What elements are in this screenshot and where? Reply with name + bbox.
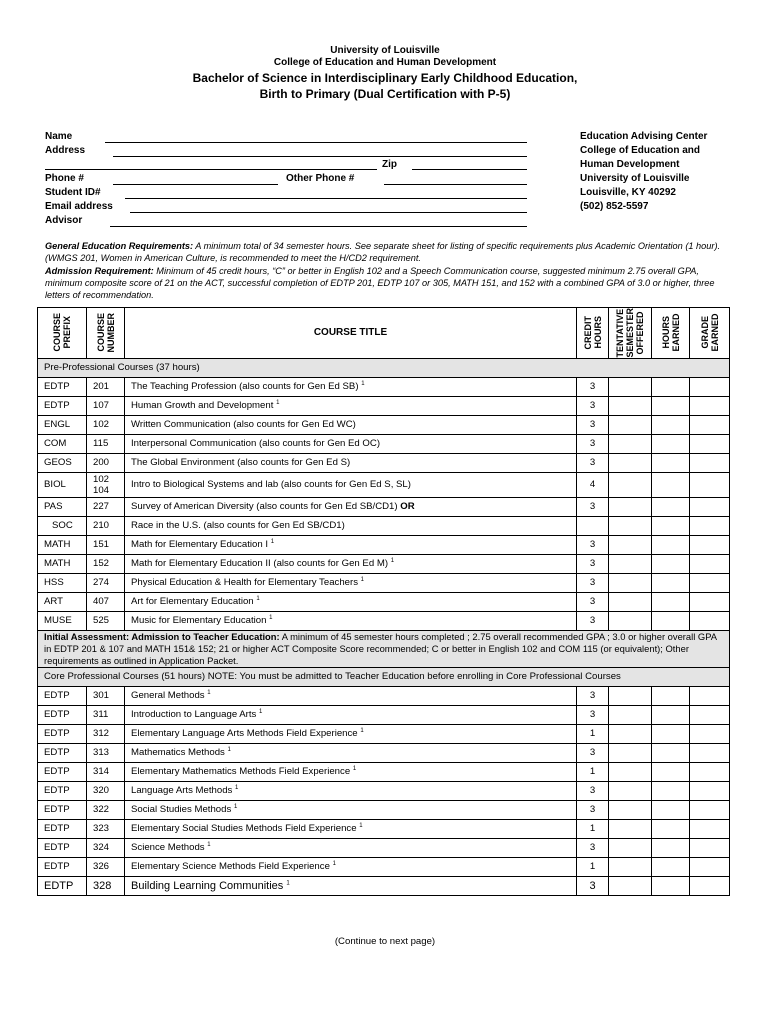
hours-earned-cell[interactable] — [652, 554, 690, 573]
admission-requirements — [45, 265, 730, 301]
table-row — [38, 396, 730, 415]
credit-hours: 3 — [577, 800, 609, 819]
gen-ed-requirements — [45, 240, 730, 264]
course-prefix: EDTP — [38, 762, 87, 781]
tentative-semester-cell[interactable] — [609, 838, 652, 857]
course-title — [125, 705, 577, 724]
footnote-marker: 1 — [207, 689, 211, 696]
footnote-marker: 1 — [259, 708, 263, 715]
course-title-text: The Teaching Profession (also counts for Gen Ed SB) — [131, 381, 359, 393]
grade-earned-cell[interactable] — [690, 705, 730, 724]
course-title — [125, 377, 577, 396]
initial-assessment-row — [38, 630, 730, 667]
course-title — [125, 396, 577, 415]
col-credit-header — [577, 308, 609, 359]
col-grade-label: GRADE EARNED — [699, 313, 720, 352]
hours-earned-cell[interactable] — [652, 415, 690, 434]
course-title — [125, 573, 577, 592]
course-title — [125, 611, 577, 630]
grade-earned-cell[interactable] — [690, 377, 730, 396]
table-row — [38, 781, 730, 800]
course-prefix: MUSE — [38, 611, 87, 630]
other-phone-label: Other Phone # — [286, 173, 355, 184]
table-row — [38, 876, 730, 895]
hours-earned-cell[interactable] — [652, 592, 690, 611]
section-core-professional — [38, 667, 730, 686]
col-hours-label: HOURS EARNED — [660, 313, 681, 352]
credit-hours: 3 — [577, 705, 609, 724]
tentative-semester-cell[interactable] — [609, 876, 652, 895]
course-number: 525 — [87, 611, 125, 630]
course-number: 314 — [87, 762, 125, 781]
course-title-text: Elementary Language Arts Methods Field Experience — [131, 728, 358, 740]
credit-hours: 3 — [577, 377, 609, 396]
hours-earned-cell[interactable] — [652, 396, 690, 415]
tentative-semester-cell[interactable] — [609, 800, 652, 819]
email-field[interactable] — [130, 212, 527, 213]
course-number: 102 — [87, 415, 125, 434]
table-row — [38, 838, 730, 857]
course-number: 227 — [87, 497, 125, 516]
course-title-text: Social Studies Methods — [131, 804, 232, 816]
hours-earned-cell[interactable] — [652, 800, 690, 819]
footnote-marker: 1 — [276, 399, 280, 406]
center-line: University of Louisville — [580, 173, 690, 184]
course-title — [125, 857, 577, 876]
center-line: Louisville, KY 40292 — [580, 187, 676, 198]
program-title: Bachelor of Science in Interdisciplinary Early Childhood Education, — [192, 71, 578, 85]
course-number: 323 — [87, 819, 125, 838]
course-prefix: ART — [38, 592, 87, 611]
table-row — [38, 453, 730, 472]
course-number: 326 — [87, 857, 125, 876]
grade-earned-cell[interactable] — [690, 434, 730, 453]
grade-earned-cell[interactable] — [690, 762, 730, 781]
course-title-text: Music for Elementary Education — [131, 615, 267, 627]
hours-earned-cell[interactable] — [652, 535, 690, 554]
course-number: 200 — [87, 453, 125, 472]
credit-hours: 3 — [577, 415, 609, 434]
credit-hours: 3 — [577, 535, 609, 554]
course-title — [125, 762, 577, 781]
tentative-semester-cell[interactable] — [609, 535, 652, 554]
col-tentative-label: TENTATIVE SEMESTER OFFERED — [615, 308, 645, 358]
tentative-semester-cell[interactable] — [609, 781, 652, 800]
credit-hours: 3 — [577, 876, 609, 895]
grade-earned-cell[interactable] — [690, 472, 730, 497]
course-prefix: COM — [38, 434, 87, 453]
course-title — [125, 472, 577, 497]
address-field[interactable] — [113, 156, 527, 157]
table-row — [38, 497, 730, 516]
course-prefix: EDTP — [38, 377, 87, 396]
table-row — [38, 686, 730, 705]
zip-label: Zip — [382, 159, 397, 170]
course-prefix: MATH — [38, 554, 87, 573]
footnote-marker: 1 — [207, 841, 211, 848]
tentative-semester-cell[interactable] — [609, 743, 652, 762]
course-number: 301 — [87, 686, 125, 705]
course-prefix: EDTP — [38, 781, 87, 800]
tentative-semester-cell[interactable] — [609, 497, 652, 516]
course-title — [125, 554, 577, 573]
tentative-semester-cell[interactable] — [609, 554, 652, 573]
hours-earned-cell[interactable] — [652, 472, 690, 497]
center-line: Education Advising Center — [580, 131, 708, 142]
credit-hours: 3 — [577, 573, 609, 592]
table-row — [38, 554, 730, 573]
credit-hours: 1 — [577, 762, 609, 781]
course-title-text: Math for Elementary Education I — [131, 539, 269, 551]
course-title-text: Mathematics Methods — [131, 747, 225, 759]
advising-center-address — [580, 130, 707, 214]
footnote-marker: 1 — [270, 538, 275, 545]
table-row — [38, 516, 730, 535]
course-number: 152 — [87, 554, 125, 573]
grade-earned-cell[interactable] — [690, 611, 730, 630]
address-line2-field[interactable] — [45, 169, 377, 170]
tentative-semester-cell[interactable] — [609, 453, 652, 472]
credit-hours: 1 — [577, 819, 609, 838]
hours-earned-cell[interactable] — [652, 819, 690, 838]
section-title: Core Professional Courses — [44, 671, 159, 683]
student-id-field[interactable] — [125, 198, 527, 199]
student-id-label: Student ID# — [45, 187, 101, 198]
grade-earned-cell[interactable] — [690, 573, 730, 592]
hours-earned-cell[interactable] — [652, 686, 690, 705]
footnote-marker: 1 — [359, 822, 363, 829]
university-name: University of Louisville — [330, 45, 440, 56]
credit-hours: 1 — [577, 857, 609, 876]
phone-field[interactable] — [113, 184, 278, 185]
grade-earned-cell[interactable] — [690, 686, 730, 705]
grade-earned-cell[interactable] — [690, 781, 730, 800]
course-title — [125, 686, 577, 705]
course-title-text: General Methods — [131, 690, 205, 702]
phone-label: Phone # — [45, 173, 84, 184]
course-number: 115 — [87, 434, 125, 453]
course-number: 312 — [87, 724, 125, 743]
credit-hours: 4 — [577, 472, 609, 497]
advisor-label: Advisor — [45, 215, 83, 226]
col-number-label: COURSE NUMBER — [95, 313, 116, 353]
footnote-marker: 1 — [352, 765, 357, 772]
credit-hours: 3 — [577, 453, 609, 472]
hours-earned-cell[interactable] — [652, 876, 690, 895]
tentative-semester-cell[interactable] — [609, 377, 652, 396]
hours-earned-cell[interactable] — [652, 453, 690, 472]
course-title-text: Race in the U.S. (also counts for Gen Ed SB/CD1) — [131, 520, 345, 532]
course-title-text: Interpersonal Communication (also counts for Gen Ed OC) — [131, 438, 381, 450]
course-title-text: Written Communication (also counts for Gen Ed WC) — [131, 419, 356, 431]
course-title-text: Introduction to Language Arts — [131, 709, 257, 721]
course-title — [125, 781, 577, 800]
course-number: 407 — [87, 592, 125, 611]
grade-earned-cell[interactable] — [690, 516, 730, 535]
course-prefix: GEOS — [38, 453, 87, 472]
section-title: Pre-Professional Courses — [44, 362, 154, 374]
grade-earned-cell[interactable] — [690, 838, 730, 857]
course-number: 313 — [87, 743, 125, 762]
hours-earned-cell[interactable] — [652, 705, 690, 724]
course-title-text: Language Arts Methods — [131, 785, 233, 797]
credit-hours: 3 — [577, 497, 609, 516]
course-title-text: Intro to Biological Systems and lab (also counts for Gen Ed S, SL) — [131, 479, 411, 491]
program-subtitle: Birth to Primary (Dual Certification with P-5) — [259, 87, 511, 101]
hours-earned-cell[interactable] — [652, 611, 690, 630]
course-prefix: HSS — [38, 573, 87, 592]
course-prefix: BIOL — [38, 472, 87, 497]
course-number: 274 — [87, 573, 125, 592]
table-row — [38, 434, 730, 453]
course-number: 322 — [87, 800, 125, 819]
name-field[interactable] — [105, 142, 527, 143]
col-hours-header — [652, 308, 690, 359]
college-name: College of Education and Human Development — [273, 57, 497, 68]
credit-hours: 3 — [577, 686, 609, 705]
course-prefix: EDTP — [38, 705, 87, 724]
address-label: Address — [45, 145, 86, 156]
hours-earned-cell[interactable] — [652, 573, 690, 592]
admission-text: Minimum of 45 credit hours, “C” or better in English 102 and a Speech Communication course, suggested minimum 2.75 overall GPA, minimum composite score of 21 on the ACT, successful completion of EDTP 201, EDTP 107 or 305, MATH 151, and 152 with a combined GPA of 3.0 or higher, three letters of recommendation. — [45, 266, 715, 300]
center-phone: (502) 852-5597 — [580, 201, 649, 212]
grade-earned-cell[interactable] — [690, 819, 730, 838]
course-title-text: Elementary Social Studies Methods Field Experience — [131, 823, 357, 835]
course-number: 151 — [87, 535, 125, 554]
credit-hours: 3 — [577, 611, 609, 630]
course-prefix: EDTP — [38, 396, 87, 415]
course-title — [125, 453, 577, 472]
tentative-semester-cell[interactable] — [609, 396, 652, 415]
col-grade-header — [690, 308, 730, 359]
hours-earned-cell[interactable] — [652, 781, 690, 800]
footnote-marker: 1 — [233, 803, 238, 810]
course-title — [125, 516, 577, 535]
credit-hours: 3 — [577, 554, 609, 573]
hours-earned-cell[interactable] — [652, 857, 690, 876]
section-pre-professional — [38, 358, 730, 377]
table-row — [38, 800, 730, 819]
course-prefix: EDTP — [38, 838, 87, 857]
table-row — [38, 819, 730, 838]
center-line: Human Development — [580, 159, 680, 170]
table-row — [38, 592, 730, 611]
footnote-marker: 1 — [269, 614, 273, 621]
tentative-semester-cell[interactable] — [609, 762, 652, 781]
footnote-marker: 1 — [256, 595, 260, 602]
tentative-semester-cell[interactable] — [609, 516, 652, 535]
tentative-semester-cell[interactable] — [609, 819, 652, 838]
name-label: Name — [45, 131, 73, 142]
course-title — [125, 876, 577, 895]
footnote-marker: 1 — [235, 784, 239, 791]
footnote-marker: 1 — [390, 557, 395, 564]
hours-earned-cell[interactable] — [652, 762, 690, 781]
credit-hours: 3 — [577, 592, 609, 611]
footnote-marker: 1 — [286, 879, 290, 886]
course-number: 201 — [87, 377, 125, 396]
section-hours: (37 hours) — [153, 362, 200, 374]
email-label: Email address — [45, 201, 113, 212]
tentative-semester-cell[interactable] — [609, 434, 652, 453]
credit-hours: 3 — [577, 743, 609, 762]
course-number: 311 — [87, 705, 125, 724]
course-title — [125, 497, 577, 516]
course-prefix: EDTP — [38, 743, 87, 762]
table-row — [38, 573, 730, 592]
course-title — [125, 743, 577, 762]
course-title — [125, 819, 577, 838]
hours-earned-cell[interactable] — [652, 724, 690, 743]
credit-hours: 1 — [577, 724, 609, 743]
tentative-semester-cell[interactable] — [609, 724, 652, 743]
footnote-marker: 1 — [332, 860, 336, 867]
table-row — [38, 611, 730, 630]
course-title — [125, 724, 577, 743]
course-title-text: Survey of American Diversity (also counts for Gen Ed SB/CD1) — [131, 501, 398, 513]
table-row — [38, 472, 730, 497]
course-title — [125, 415, 577, 434]
course-table — [37, 307, 730, 896]
table-row — [38, 724, 730, 743]
course-prefix: EDTP — [38, 724, 87, 743]
grade-earned-cell[interactable] — [690, 554, 730, 573]
hours-earned-cell[interactable] — [652, 377, 690, 396]
credit-hours: 3 — [577, 434, 609, 453]
grade-earned-cell[interactable] — [690, 724, 730, 743]
table-row — [38, 415, 730, 434]
zip-field[interactable] — [412, 169, 527, 170]
course-number: 102 104 — [87, 472, 125, 497]
tentative-semester-cell[interactable] — [609, 611, 652, 630]
tentative-semester-cell[interactable] — [609, 857, 652, 876]
gen-ed-label: General Education Requirements: — [45, 241, 194, 251]
admission-label: Admission Requirement: — [45, 266, 154, 276]
grade-earned-cell[interactable] — [690, 453, 730, 472]
course-prefix: SOC — [38, 516, 87, 535]
course-prefix: EDTP — [38, 876, 87, 895]
grade-earned-cell[interactable] — [690, 857, 730, 876]
table-row — [38, 762, 730, 781]
grade-earned-cell[interactable] — [690, 396, 730, 415]
course-number: 107 — [87, 396, 125, 415]
grade-earned-cell[interactable] — [690, 743, 730, 762]
course-number: 328 — [87, 876, 125, 895]
course-prefix: EDTP — [38, 800, 87, 819]
footnote-marker: 1 — [360, 727, 364, 734]
course-prefix: EDTP — [38, 819, 87, 838]
advisor-field[interactable] — [110, 226, 527, 227]
center-line: College of Education and — [580, 145, 701, 156]
gen-ed-text: A minimum total of 34 semester hours. See separate sheet for listing of specific requirements plus Academic Orientation (1 hour). (WMGS 201, Women in American Culture, is recommended to meet the H/CD2 requirement. — [45, 241, 721, 263]
col-prefix-label: COURSE PREFIX — [52, 313, 72, 353]
section-note: (51 hours) NOTE: You must be admitted to Teacher Education before enrolling in Core Professional Courses — [158, 671, 621, 683]
table-row — [38, 377, 730, 396]
tentative-semester-cell[interactable] — [609, 415, 652, 434]
continue-note: (Continue to next page) — [334, 936, 436, 947]
hours-earned-cell[interactable] — [652, 516, 690, 535]
course-title-text: The Global Environment (also counts for Gen Ed S) — [131, 457, 351, 469]
hours-earned-cell[interactable] — [652, 434, 690, 453]
or-marker: OR — [400, 501, 415, 513]
course-title-text: Building Learning Communities — [131, 879, 284, 892]
hours-earned-cell[interactable] — [652, 838, 690, 857]
course-number: 320 — [87, 781, 125, 800]
tentative-semester-cell[interactable] — [609, 573, 652, 592]
col-credit-label: CREDIT HOURS — [583, 316, 603, 350]
hours-earned-cell[interactable] — [652, 497, 690, 516]
tentative-semester-cell[interactable] — [609, 592, 652, 611]
initial-assessment-label: Initial Assessment: Admission to Teacher Education: — [44, 630, 280, 642]
footnote-marker: 1 — [360, 576, 365, 583]
table-row — [38, 535, 730, 554]
col-prefix-header — [38, 308, 87, 359]
course-title — [125, 838, 577, 857]
credit-hours — [577, 516, 609, 535]
credit-hours: 3 — [577, 781, 609, 800]
course-title-text: Art for Elementary Education — [131, 596, 254, 608]
course-prefix: EDTP — [38, 857, 87, 876]
grade-earned-cell[interactable] — [690, 415, 730, 434]
course-prefix: MATH — [38, 535, 87, 554]
course-title — [125, 434, 577, 453]
col-number-header — [87, 308, 125, 359]
course-title-text: Elementary Science Methods Field Experience — [131, 861, 330, 873]
col-title-header: COURSE TITLE — [125, 308, 577, 359]
col-tentative-header — [609, 308, 652, 359]
course-number: 324 — [87, 838, 125, 857]
column-header-row — [38, 308, 730, 359]
credit-hours: 3 — [577, 838, 609, 857]
course-title-text: Elementary Mathematics Methods Field Experience — [131, 766, 351, 778]
credit-hours: 3 — [577, 396, 609, 415]
course-title-text: Human Growth and Development — [131, 400, 274, 412]
course-title — [125, 592, 577, 611]
other-phone-field[interactable] — [384, 184, 527, 185]
course-prefix: EDTP — [38, 686, 87, 705]
hours-earned-cell[interactable] — [652, 743, 690, 762]
course-title-text: Math for Elementary Education II (also counts for Gen Ed M) — [131, 558, 389, 570]
table-row — [38, 743, 730, 762]
course-title-text: Physical Education & Health for Elementary Teachers — [131, 577, 358, 589]
initial-assessment-text: A minimum of 45 semester hours completed ; 2.75 overall recommended GPA ; 3.0 or higher overall GPA in EDTP 201 & 107 and MATH 151& 152; 21 or higher ACT Composite Score recommended; C or better in English 102 and COM 115 (or equivalent); Other requirements as outlined in Application Packet. — [44, 630, 717, 666]
course-title-text: Science Methods — [131, 842, 205, 854]
tentative-semester-cell[interactable] — [609, 472, 652, 497]
grade-earned-cell[interactable] — [690, 800, 730, 819]
tentative-semester-cell[interactable] — [609, 705, 652, 724]
grade-earned-cell[interactable] — [690, 876, 730, 895]
footnote-marker: 1 — [227, 746, 231, 753]
course-number: 210 — [87, 516, 125, 535]
table-row — [38, 857, 730, 876]
course-prefix: PAS — [38, 497, 87, 516]
grade-earned-cell[interactable] — [690, 535, 730, 554]
footnote-marker: 1 — [361, 380, 365, 387]
course-title — [125, 800, 577, 819]
tentative-semester-cell[interactable] — [609, 686, 652, 705]
grade-earned-cell[interactable] — [690, 497, 730, 516]
course-prefix: ENGL — [38, 415, 87, 434]
course-title — [125, 535, 577, 554]
grade-earned-cell[interactable] — [690, 592, 730, 611]
table-row — [38, 705, 730, 724]
